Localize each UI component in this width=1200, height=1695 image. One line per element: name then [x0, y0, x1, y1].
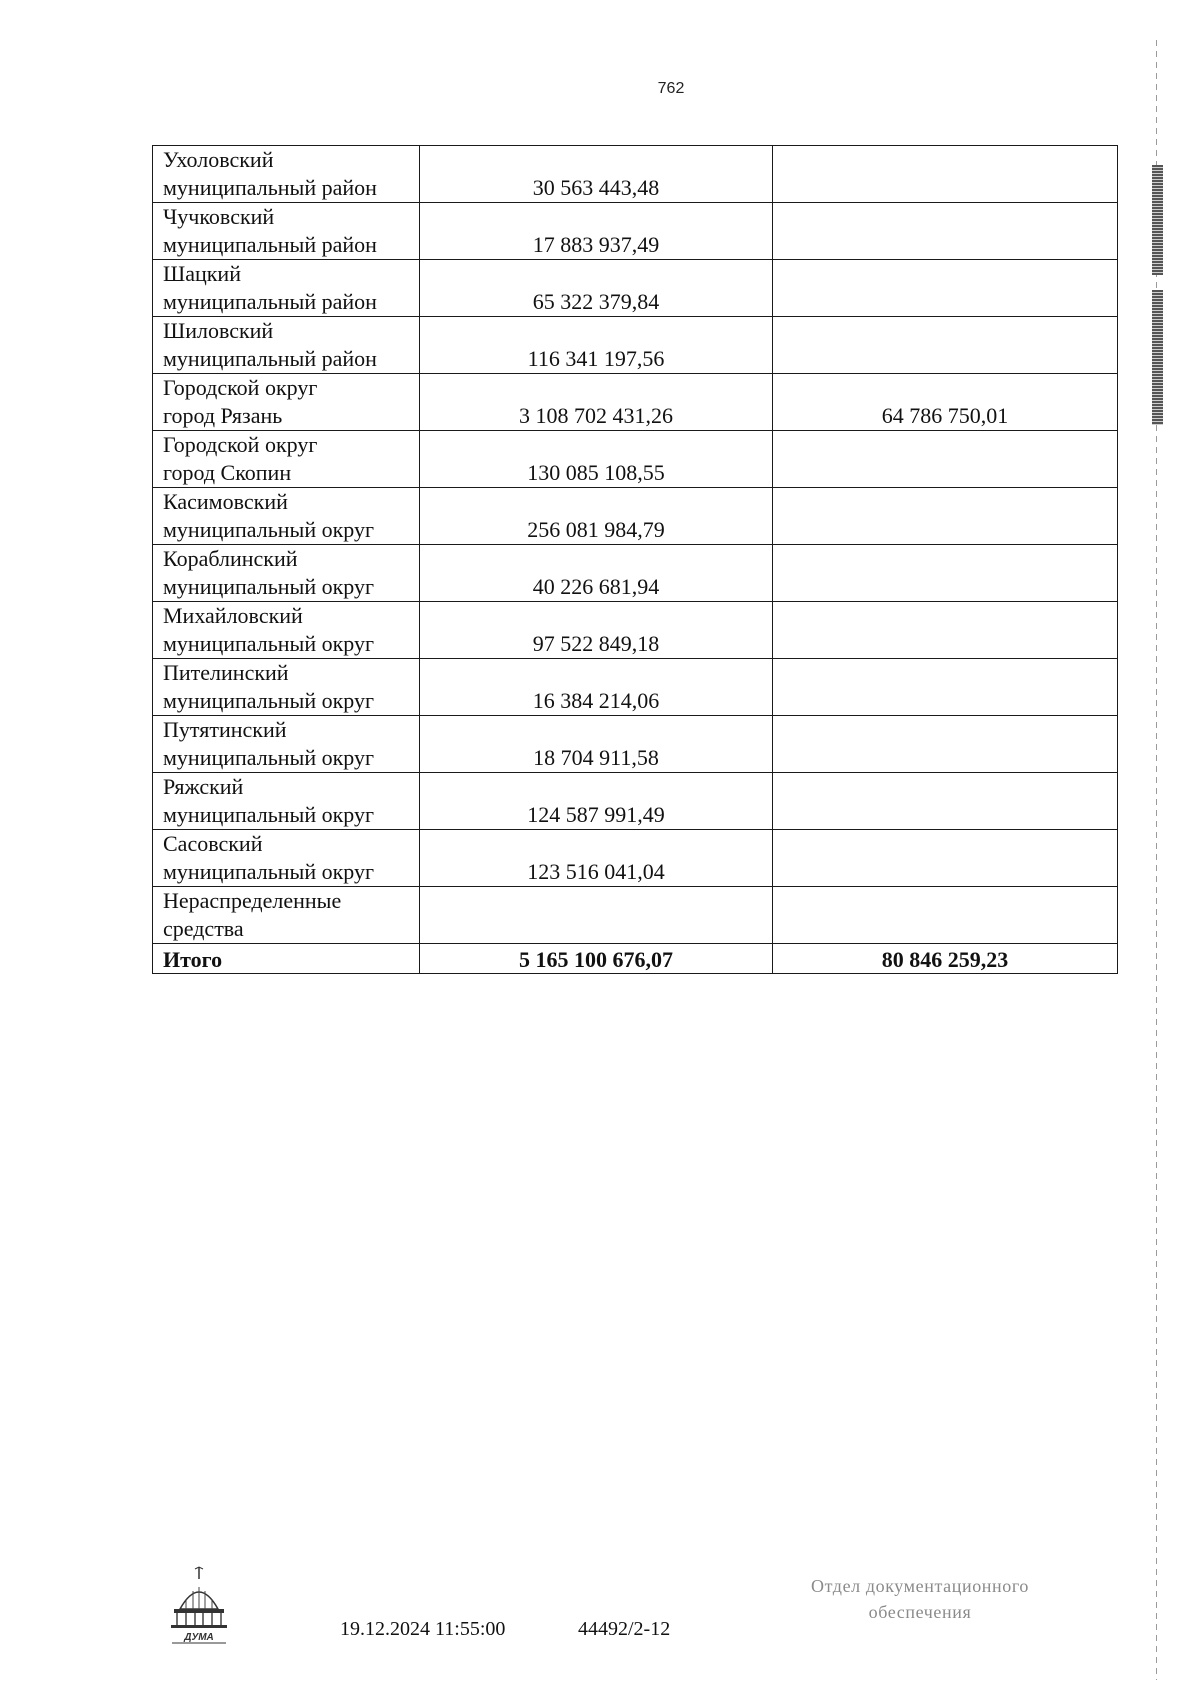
- municipality-name-line: Сасовский: [163, 831, 263, 856]
- scan-edge-bar-upper: [1152, 165, 1163, 275]
- municipality-name-line: Кораблинский: [163, 546, 298, 571]
- additional-amount-cell: [773, 260, 1118, 317]
- table-row: [153, 260, 1118, 317]
- municipality-name-cell: [153, 146, 420, 203]
- table-row: [153, 203, 1118, 260]
- municipality-name-line: муниципальный район: [163, 232, 377, 257]
- scan-edge-marks: [1150, 40, 1164, 1680]
- municipality-name-line: муниципальный район: [163, 175, 377, 200]
- municipality-name-cell: [153, 773, 420, 830]
- amount-cell: 97 522 849,18: [420, 602, 773, 659]
- table-row: [153, 545, 1118, 602]
- municipality-name-line: муниципальный округ: [163, 688, 375, 713]
- municipality-name-cell: [153, 317, 420, 374]
- municipality-name-cell: [153, 545, 420, 602]
- additional-amount-cell: [773, 545, 1118, 602]
- municipality-name-line: Городской округ: [163, 432, 318, 457]
- municipality-name-line: Михайловский: [163, 603, 303, 628]
- municipality-name-line: средства: [163, 916, 244, 941]
- additional-amount-cell: [773, 203, 1118, 260]
- table-row: [153, 773, 1118, 830]
- municipality-name-line: муниципальный район: [163, 346, 377, 371]
- scan-edge-bar-lower: [1152, 290, 1163, 425]
- municipality-name-line: Чучковский: [163, 204, 275, 229]
- municipality-name-cell: [153, 659, 420, 716]
- scan-edge-line: [1156, 40, 1157, 1680]
- additional-amount-cell: [773, 317, 1118, 374]
- municipality-name-line: Ряжский: [163, 774, 244, 799]
- amount-cell: 124 587 991,49: [420, 773, 773, 830]
- additional-amount-cell: [773, 488, 1118, 545]
- municipality-name-line: муниципальный округ: [163, 517, 375, 542]
- additional-amount-cell: [773, 146, 1118, 203]
- department-stamp-line-1: Отдел документационного: [810, 1576, 1030, 1596]
- municipality-name-line: муниципальный округ: [163, 631, 375, 656]
- municipality-name-line: муниципальный округ: [163, 859, 375, 884]
- municipality-name-line: Нераспределенные: [163, 888, 342, 913]
- additional-amount-cell: [773, 887, 1118, 944]
- total-row: [153, 944, 1118, 974]
- municipality-name-line: Путятинский: [163, 717, 287, 742]
- duma-building-emblem-icon: [168, 1565, 230, 1645]
- municipality-name-line: Ухоловский: [163, 147, 274, 172]
- amount-cell: 30 563 443,48: [420, 146, 773, 203]
- registration-number: 44492/2-12: [578, 1618, 671, 1640]
- municipality-name-line: Пителинский: [163, 660, 289, 685]
- municipality-name-line: Шиловский: [163, 318, 274, 343]
- table-row: [153, 374, 1118, 431]
- department-stamp-line-2: обеспечения: [868, 1602, 972, 1622]
- additional-amount-cell: [773, 773, 1118, 830]
- municipality-name-line: город Скопин: [163, 460, 292, 485]
- additional-amount-cell: [773, 830, 1118, 887]
- table-row: [153, 716, 1118, 773]
- municipality-name-line: муниципальный округ: [163, 745, 375, 770]
- table-row: [153, 602, 1118, 659]
- municipality-name-line: Касимовский: [163, 489, 288, 514]
- municipality-name-line: муниципальный округ: [163, 802, 375, 827]
- amount-cell: 123 516 041,04: [420, 830, 773, 887]
- page-number: 762: [657, 80, 685, 97]
- additional-amount-cell: [773, 659, 1118, 716]
- allocation-table-body: [153, 146, 1118, 974]
- municipality-name-cell: [153, 488, 420, 545]
- municipality-name-cell: [153, 203, 420, 260]
- total-label-cell: Итого: [153, 944, 420, 974]
- amount-cell: 116 341 197,56: [420, 317, 773, 374]
- table-row: [153, 488, 1118, 545]
- municipality-name-line: Шацкий: [163, 261, 241, 286]
- amount-cell: 16 384 214,06: [420, 659, 773, 716]
- municipality-name-line: муниципальный округ: [163, 574, 375, 599]
- amount-cell: 40 226 681,94: [420, 545, 773, 602]
- table-row: [153, 659, 1118, 716]
- table-row: [153, 146, 1118, 203]
- additional-amount-cell: [773, 716, 1118, 773]
- municipality-name-cell: [153, 830, 420, 887]
- table-row: [153, 431, 1118, 488]
- municipality-name-line: город Рязань: [163, 403, 283, 428]
- table-row: [153, 830, 1118, 887]
- amount-cell: 3 108 702 431,26: [420, 374, 773, 431]
- additional-amount-cell: [773, 431, 1118, 488]
- municipality-name-cell: [153, 431, 420, 488]
- amount-cell: [420, 887, 773, 944]
- municipality-name-cell: [153, 716, 420, 773]
- total-amount-cell: 5 165 100 676,07: [420, 944, 773, 974]
- municipality-name-cell: [153, 260, 420, 317]
- additional-amount-cell: [773, 602, 1118, 659]
- registration-datetime: 19.12.2024 11:55:00: [340, 1618, 506, 1640]
- additional-amount-cell: 64 786 750,01: [773, 374, 1118, 431]
- amount-cell: 17 883 937,49: [420, 203, 773, 260]
- emblem-text: ДУМА: [184, 1632, 214, 1643]
- amount-cell: 256 081 984,79: [420, 488, 773, 545]
- municipality-name-line: Городской округ: [163, 375, 318, 400]
- amount-cell: 18 704 911,58: [420, 716, 773, 773]
- table-row: [153, 317, 1118, 374]
- municipality-name-cell: [153, 887, 420, 944]
- amount-cell: 130 085 108,55: [420, 431, 773, 488]
- department-stamp: [770, 1573, 1070, 1625]
- table-row: [153, 887, 1118, 944]
- total-additional-amount-cell: 80 846 259,23: [773, 944, 1118, 974]
- municipality-name-line: муниципальный район: [163, 289, 377, 314]
- municipality-name-cell: [153, 602, 420, 659]
- amount-cell: 65 322 379,84: [420, 260, 773, 317]
- municipality-name-cell: [153, 374, 420, 431]
- allocation-table: [152, 145, 1118, 974]
